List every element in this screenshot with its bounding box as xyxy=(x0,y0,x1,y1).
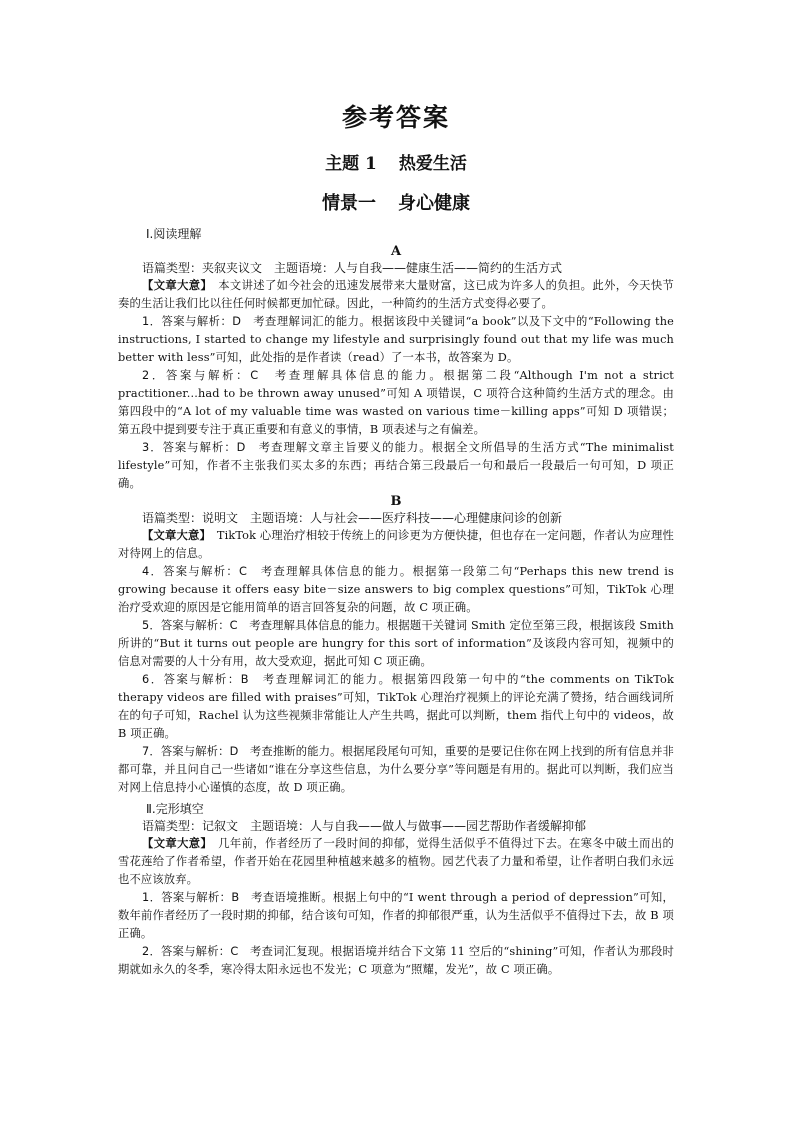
section-heading-cloze: Ⅱ.完形填空 xyxy=(146,802,204,816)
answer-text: 考查语境推断。根据上句中的“I went through a period of depression”可知，数年前作者经历了一段时期的抑郁，结合该句可知，作者的抑郁很严重，认为生活似乎不值得过下去，故 B 项正确。 xyxy=(118,891,674,940)
answer-label: 5．答案与解析：C xyxy=(142,619,250,632)
answer-b-7 xyxy=(118,743,674,797)
answer-label: 2．答案与解析：C xyxy=(142,369,275,382)
answer-a-1 xyxy=(118,313,674,367)
answer-text: 考查理解具体信息的能力。根据第一段第二句“Perhaps this new trend is growing because it offers easy bite－size answers to big complex questions”可知，TikTok 心理治疗受欢迎的原因是它能用简单的语言回答复杂的问题，故 C 项正确。 xyxy=(118,565,675,614)
summary-text: 本文讲述了如今社会的迅速发展带来大量财富，这已成为许多人的负担。此外，今天快节奏的生活让我们比以往任何时候都更加忙碌。因此，一种简约的生活方式变得必要了。 xyxy=(118,279,674,310)
section-heading-reading: Ⅰ.阅读理解 xyxy=(146,227,202,241)
passage-letter-a: A xyxy=(390,244,402,259)
passage-letter-b: B xyxy=(390,494,402,509)
answer-page xyxy=(118,96,674,979)
summary-label: 【文章大意】 xyxy=(142,279,207,292)
answer-label: 4．答案与解析：C xyxy=(142,565,261,578)
answer-text: 考查理解具体信息的能力。根据第二段“Although I'm not a strict practitioner...had to be thrown away unused”可知 A 项错误，C 项符合这种简约生活方式的理念。由第四段中的“A lot of my valuable time was wasted on various time－killing apps”可知 D 项错误；第五段中提到要专注于真正重要和有意义的事情，B 项表述与之有偏差。 xyxy=(118,369,674,436)
passage-b-summary xyxy=(118,527,674,563)
passage-a-summary xyxy=(118,277,674,313)
answer-text: 考查理解词汇的能力。根据第四段第一句中的“the comments on TikTok therapy videos are filled with praises”可知，TikTok 心理治疗视频上的评论充满了赞扬，结合画线词所在的句子可知，Rachel 认为这些视频非常能让人产生共鸣，据此可以判断，them 指代上句中的 videos，故 B 项正确。 xyxy=(118,673,674,740)
answer-text: 考查理解词汇的能力。根据该段中关键词“a book”以及下文中的“Following the instructions, I started to change my lifestyle and surprisingly found out that my life was much better with less”可知，此处指的是作者读（read）了一本书，故答案为 D。 xyxy=(118,315,674,364)
summary-label: 【文章大意】 xyxy=(142,529,206,542)
theme-title xyxy=(118,146,674,182)
passage-b-genre: 语篇类型：说明文 主题语境：人与社会——医疗科技——心理健康问诊的创新 xyxy=(142,511,563,525)
answer-a-3 xyxy=(118,439,674,493)
answer-label: 1．答案与解析：D xyxy=(142,315,254,328)
answer-text: 考查理解文章主旨要义的能力。根据全文所倡导的生活方式“The minimalist lifestyle”可知，作者不主张我们买太多的东西；再结合第三段最后一句和最后一段最后一句可知，D 项正确。 xyxy=(118,441,674,490)
scene-name: 身心健康 xyxy=(398,193,470,214)
theme-number: 主题 1 xyxy=(325,154,377,174)
passage-a-genre: 语篇类型：夹叙夹议文 主题语境：人与自我——健康生活——简约的生活方式 xyxy=(142,261,563,275)
answer-text: 考查推断的能力。根据尾段尾句可知，重要的是要记住你在网上找到的所有信息并非都可靠，并且问自己一些诸如“谁在分享这些信息，为什么要分享”等问题是有用的。据此可以判断，我们应当对网上信息持小心谨慎的态度，故 D 项正确。 xyxy=(118,745,674,794)
answer-text: 考查理解具体信息的能力。根据题干关键词 Smith 定位至第三段，根据该段 Smith 所讲的“But it turns out people are hungry for this sort of information”及该段内容可知，视频中的信息对需要的人十分有用，故大受欢迎，据此可知 C 项正确。 xyxy=(118,619,674,668)
cloze-answer-2 xyxy=(118,943,674,979)
scene-title xyxy=(118,186,674,222)
answer-b-5 xyxy=(118,617,674,671)
answer-label: 1．答案与解析：B xyxy=(142,891,252,904)
answer-b-4 xyxy=(118,563,674,617)
answer-label: 2．答案与解析：C xyxy=(142,945,251,958)
page-title: 参考答案 xyxy=(341,103,450,132)
theme-name: 热爱生活 xyxy=(398,154,467,174)
answer-label: 7．答案与解析：D xyxy=(142,745,250,758)
summary-text: 几年前，作者经历了一段时间的抑郁，觉得生活似乎不值得过下去。在寒冬中破土而出的雪花莲给了作者希望，作者开始在花园里种植越来越多的植物。园艺代表了力量和希望，让作者明白我们永远也不应该放弃。 xyxy=(118,837,674,886)
cloze-answer-1 xyxy=(118,889,674,943)
answer-label: 6．答案与解析：B xyxy=(142,673,263,686)
summary-label: 【文章大意】 xyxy=(142,837,207,850)
cloze-summary xyxy=(118,835,674,889)
scene-number: 情景一 xyxy=(322,193,376,214)
cloze-genre: 语篇类型：记叙文 主题语境：人与自我——做人与做事——园艺帮助作者缓解抑郁 xyxy=(142,819,587,833)
answer-b-6 xyxy=(118,671,674,743)
answer-text: 考查词汇复现。根据语境并结合下文第 11 空后的“shining”可知，作者认为那段时期就如永久的冬季，寒冷得太阳永远也不发光；C 项意为“照耀，发光”，故 C 项正确。 xyxy=(118,945,674,976)
answer-a-2 xyxy=(118,367,674,439)
summary-text: TikTok 心理治疗相较于传统上的问诊更为方便快捷，但也存在一定问题，作者认为应理性对待网上的信息。 xyxy=(118,529,674,560)
answer-label: 3．答案与解析：D xyxy=(142,441,259,454)
